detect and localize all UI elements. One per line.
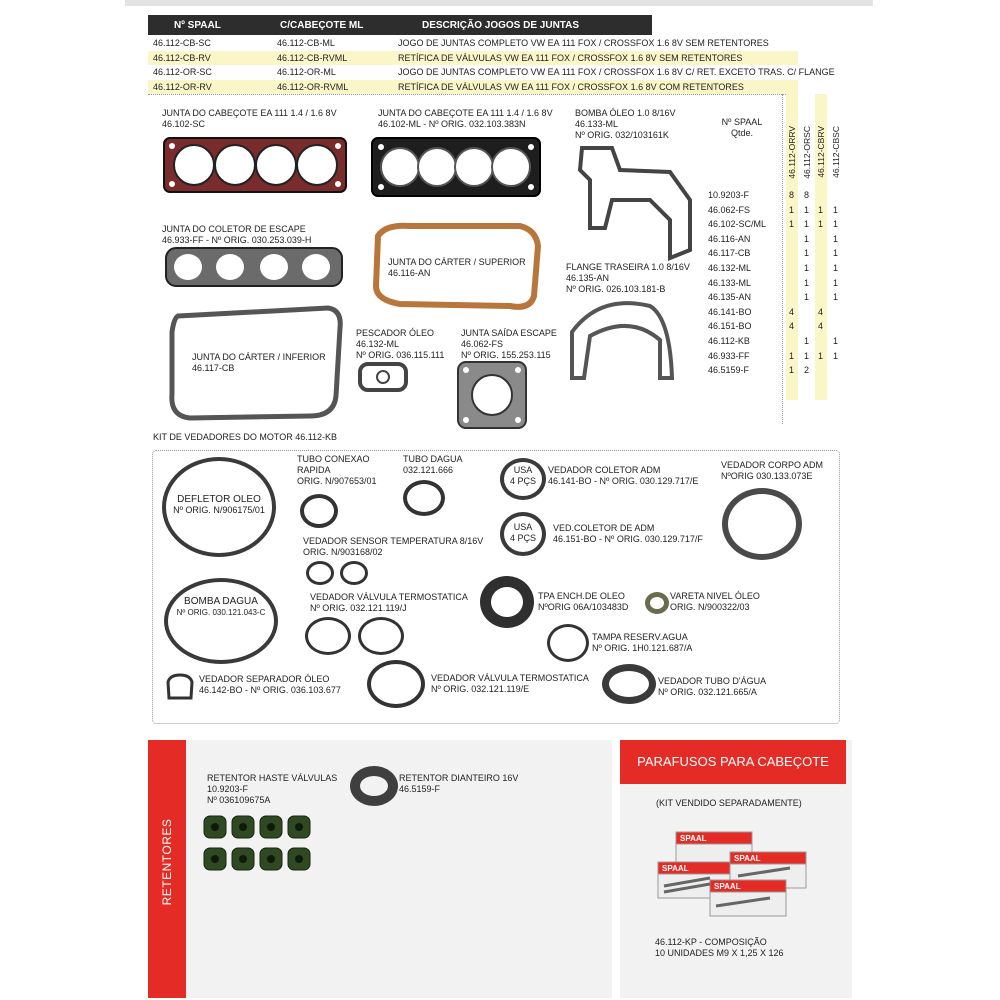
qty-row-code: 46.151-BO [708,321,752,332]
upper-label: JUNTA DO CÁRTER / SUPERIOR 46.116-AN [388,257,526,278]
qty-cell: 8 [804,190,810,200]
termo2-ring [367,660,425,708]
sensor-label: VEDADOR SENSOR TEMPERATURA 8/16V ORIG. N/903168/02 [303,536,484,557]
qty-cell: 1 [818,204,824,215]
row-desc: RETÍFICA DE VÁLVULAS VW EA 111 FOX / CROSSFOX 1.6 8V SEM RETENTORES [398,52,743,63]
usa-label-1: USA 4 PÇS [509,465,536,486]
qty-row-code: 46.135-AN [708,292,752,303]
tampa-label: TAMPA RESERV.AGUA Nº ORIG. 1H0.121.687/A [592,632,693,653]
tubo-ring [602,664,656,704]
oilpump-label: BOMBA ÓLEO 1.0 8/16V 46.133-ML Nº ORIG. 032/103161K [575,108,676,140]
row-ml: 46.112-OR-RVML [277,81,349,92]
defletor-label: DEFLETOR OLEO Nº ORIG. N/906175/01 [173,494,265,515]
usa-label-2: USA 4 PÇS [509,522,536,543]
row-ml: 46.112-CB-ML [277,38,335,48]
qty-cell: 1 [833,277,839,288]
conexao-label: TUBO CONEXAO RAPIDA ORIG. N/907653/01 [297,454,377,486]
top-bar [125,0,873,6]
parafusos-title: PARAFUSOS PARA CABEÇOTE [620,740,846,784]
qty-cell: 1 [804,350,810,361]
table-header [148,15,652,35]
table-row [148,65,835,79]
pescador-gasket [360,364,406,390]
retentores-title: RETENTORES [160,818,174,906]
qty-cell: 1 [789,365,795,376]
qty-cell: 1 [833,336,839,346]
qty-cell: 8 [789,190,795,200]
pescador-label: PESCADOR ÓLEO 46.132-ML Nº ORIG. 036.115.111 [356,328,445,360]
head1-label: JUNTA DO CABEÇOTE EA 111 1.4 / 1.6 8V 46.102-SC [162,108,337,129]
corpo-ring [722,488,802,560]
qty-row-code: 46.116-AN [708,233,751,244]
valve-seals [200,812,320,876]
qty-cell: 4 [818,321,824,332]
row-code: 46.112-CB-SC [153,38,211,48]
qty-cell: 1 [804,233,810,244]
qty-cell: 1 [804,263,810,273]
conexao-ring [300,494,338,528]
kit-title: KIT DE VEDADORES DO MOTOR 46.112-KB [153,432,338,442]
exout-label: JUNTA SAÍDA ESCAPE 46.062-FS Nº ORIG. 155.253.115 [461,328,557,360]
qty-cell: 1 [833,350,839,361]
sensor-ring-2 [340,561,368,585]
header-ml: C/CABEÇOTE ML [280,20,364,31]
qty-row-code: 46.112-KB [708,336,750,346]
qty-cell: 4 [789,306,795,317]
header-desc: DESCRIÇÃO JOGOS DE JUNTAS [422,20,580,31]
qty-cell: 1 [833,248,839,259]
qty-col-header: 46.112-ORRV [787,126,797,179]
row-desc: JOGO DE JUNTAS COMPLETO VW EA 111 FOX / CROSSFOX 1.6 8V SEM RETENTORES [398,38,769,48]
qty-row-code: 46.117-CB [708,248,751,259]
termo1-ring-1 [305,617,351,655]
termo1-ring-2 [358,617,404,655]
qty-col-header: 46.112-CBSC [831,126,841,178]
separador-label: VEDADOR SEPARADOR ÓLEO 46.142-BO - Nº ORIG. 036.103.677 [199,674,341,695]
divider [148,94,788,95]
termo1-label: VEDADOR VÁLVULA TERMOSTATICA Nº ORIG. 032.121.119/J [310,592,468,613]
qty-row-code: 10.9203-F [708,190,750,200]
dianteiro-seal [350,766,398,806]
qty-row-code: 46.132-ML [708,263,752,273]
row-code: 46.112-OR-SC [153,67,212,77]
qty-divider [782,94,783,424]
row-desc: JOGO DE JUNTAS COMPLETO VW EA 111 FOX / CROSSFOX 1.6 8V C/ RET. EXCETO TRAS. C/ FLANGE [398,67,835,77]
haste-label: RETENTOR HASTE VÁLVULAS 10.9203-F Nº 036109675A [207,773,338,805]
row-code: 46.112-OR-RV [153,81,212,92]
table-row [148,51,798,65]
qty-cell: 1 [804,336,810,346]
qty-cell: 1 [833,233,839,244]
bolt-boxes-image [650,826,820,922]
qty-cell: 1 [833,219,839,230]
qty-row-code: 46.133-ML [708,277,752,288]
table-row [148,36,798,50]
qty-cell: 1 [818,219,824,230]
vareta-ring [645,592,669,614]
oil-pump-gasket [580,148,690,258]
rear-label: FLANGE TRASEIRA 1.0 8/16V 46.135-AN Nº ORIG. 026.103.181-B [566,262,690,294]
qty-cell: 1 [789,204,795,215]
qty-cell: 4 [789,321,795,332]
head-gasket-1 [164,138,346,192]
dagua-label: TUBO DAGUA 032.121.666 [403,454,463,475]
box-text-2: SPAAL [662,864,689,873]
qty-cell: 1 [804,219,810,230]
sensor-ring-1 [306,561,334,585]
parafusos-note: (KIT VENDIDO SEPARADAMENTE) [656,798,802,808]
head-gasket-2 [372,138,540,196]
tpa-ring [480,576,534,628]
exhaust-outlet-gasket [458,362,526,428]
qty-cell: 1 [833,204,839,215]
qty-row-code: 46.933-FF [708,350,750,361]
row-code: 46.112-CB-RV [153,52,211,63]
bomba-ring [164,578,278,664]
qty-cell: 1 [789,219,795,230]
table-row [148,80,798,94]
coletor-label: VEDADOR COLETOR ADM 46.141-BO - Nº ORIG. 030.129.717/E [548,465,699,486]
rear-flange-gasket [572,303,672,378]
qty-cell: 2 [804,365,810,376]
qty-row-code: 46.062-FS [708,204,751,215]
qty-cell: 4 [818,306,824,317]
exhaust-label: JUNTA DO COLETOR DE ESCAPE 46.933-FF - Nº ORIG. 030.253.039-H [162,224,312,245]
qty-cell: 1 [804,204,810,215]
qty-col-header: 46.112-ORSC [802,126,812,179]
head2-label: JUNTA DO CABEÇOTE EA 111 1.4 / 1.6 8V 46.102-ML - Nº ORIG. 032.103.383N [378,108,553,129]
separador-shape [164,672,196,702]
dagua-ring [403,480,445,516]
qty-cell: 1 [789,350,795,361]
tpa-label: TPA ENCH.DE OLEO NºORIG 06A/103483D [538,591,629,612]
tampa-ring [547,624,589,662]
box-text-4: SPAAL [714,882,741,891]
box-text-1: SPAAL [680,834,707,843]
qty-cell: 1 [804,292,810,303]
parafusos-desc: 46.112-KP - COMPOSIÇÃO 10 UNIDADES M9 X 1,25 X 126 [655,937,784,958]
tubo-label: VEDADOR TUBO D'ÁGUA Nº ORIG. 032.121.665/A [658,676,767,697]
qty-cell: 1 [833,263,839,273]
box-text-3: SPAAL [734,854,761,863]
row-ml: 46.112-OR-ML [277,67,336,77]
lower-label: JUNTA DO CÁRTER / INFERIOR 46.117-CB [192,352,326,373]
qty-cell: 1 [833,292,839,303]
bomba-label: BOMBA DAGUA Nº ORIG. 030.121.043-C [176,596,266,617]
qty-cell: 1 [818,350,824,361]
qty-row-code: 46.5159-F [708,365,750,376]
qty-col-header: 46.112-CBRV [816,126,826,178]
header-spaal: Nº SPAAL [174,20,221,31]
qty-header: Nº SPAAL Qtde. [721,117,763,138]
termo2-label: VEDADOR VÁLVULA TERMOSTATICA Nº ORIG. 032.121.119/E [431,673,589,694]
corpo-label: VEDADOR CORPO ADM NºORIG 030.133.073E [721,460,824,481]
dianteiro-label: RETENTOR DIANTEIRO 16V 46.5159-F [399,773,519,794]
row-ml: 46.112-CB-RVML [277,52,348,63]
vareta-label: VARETA NIVEL ÓLEO ORIG. N/900322/03 [670,591,760,612]
qty-cell: 1 [804,277,810,288]
qty-row-code: 46.141-BO [708,306,752,317]
exhaust-gasket [166,248,342,286]
col2-label: VED.COLETOR DE ADM 46.151-BO - Nº ORIG. 030.129.717/F [553,523,703,544]
retentores-sidebar [148,740,186,998]
row-desc: RETÍFICA DE VÁLVULAS VW EA 111 FOX / CROSSFOX 1.6 8V COM RETENTORES [398,81,744,92]
qty-cell: 1 [804,248,810,259]
qty-row-code: 46.102-SC/ML [708,219,767,230]
